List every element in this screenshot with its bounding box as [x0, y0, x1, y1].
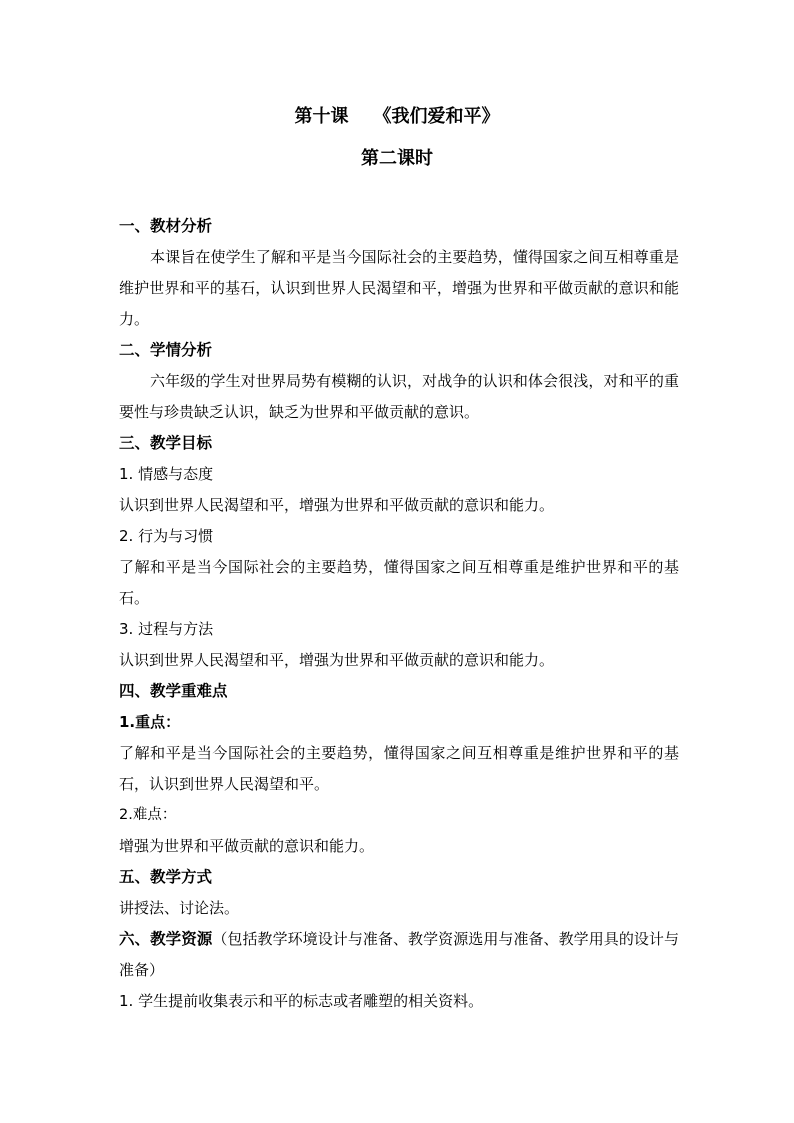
section-heading-methods: 五、教学方式	[119, 868, 213, 886]
document-body	[119, 211, 679, 1017]
resources-paragraph	[119, 924, 679, 986]
document-subtitle: 第二课时	[361, 148, 433, 169]
goal-1-text: 认识到世界人民渴望和平，增强为世界和平做贡献的意识和能力。	[119, 496, 555, 514]
document-title: 第十课 《我们爱和平》	[294, 106, 500, 127]
goal-1-label: 1. 情感与态度	[119, 465, 214, 483]
material-analysis-paragraph: 本课旨在使学生了解和平是当今国际社会的主要趋势，懂得国家之间互相尊重是维护世界和平的基石，认识到世界人民渴望和平，增强为世界和平做贡献的意识和能力。	[119, 248, 679, 328]
section-heading-material: 一、教材分析	[119, 217, 213, 235]
section-heading-resources: 六、教学资源	[119, 930, 213, 948]
section-heading-goals: 三、教学目标	[119, 434, 213, 452]
goal-2-label: 2. 行为与习惯	[119, 527, 214, 545]
key-point-text: 了解和平是当今国际社会的主要趋势，懂得国家之间互相尊重是维护世界和平的基石，认识到世界人民渴望和平。	[119, 744, 679, 793]
difficulty-text: 增强为世界和平做贡献的意识和能力。	[119, 837, 375, 855]
key-point-label: 1.重点：	[119, 713, 181, 731]
difficulty-label: 2.难点：	[119, 807, 177, 823]
student-analysis-paragraph: 六年级的学生对世界局势有模糊的认识，对战争的认识和体会很浅，对和平的重要性与珍贵缺乏认识，缺乏为世界和平做贡献的意识。	[119, 372, 679, 421]
goal-2-text: 了解和平是当今国际社会的主要趋势，懂得国家之间互相尊重是维护世界和平的基石。	[119, 558, 679, 607]
goal-3-label: 3. 过程与方法	[119, 620, 214, 638]
resource-item-1: 1. 学生提前收集表示和平的标志或者雕塑的相关资料。	[119, 992, 484, 1010]
methods-text: 讲授法、讨论法。	[119, 899, 240, 917]
section-heading-key-points: 四、教学重难点	[119, 682, 228, 700]
resources-note: （包括教学环境设计与准备、教学资源选用与准备、教学用具的设计与准备）	[119, 930, 679, 979]
goal-3-text: 认识到世界人民渴望和平，增强为世界和平做贡献的意识和能力。	[119, 651, 555, 669]
section-heading-students: 二、学情分析	[119, 341, 213, 359]
